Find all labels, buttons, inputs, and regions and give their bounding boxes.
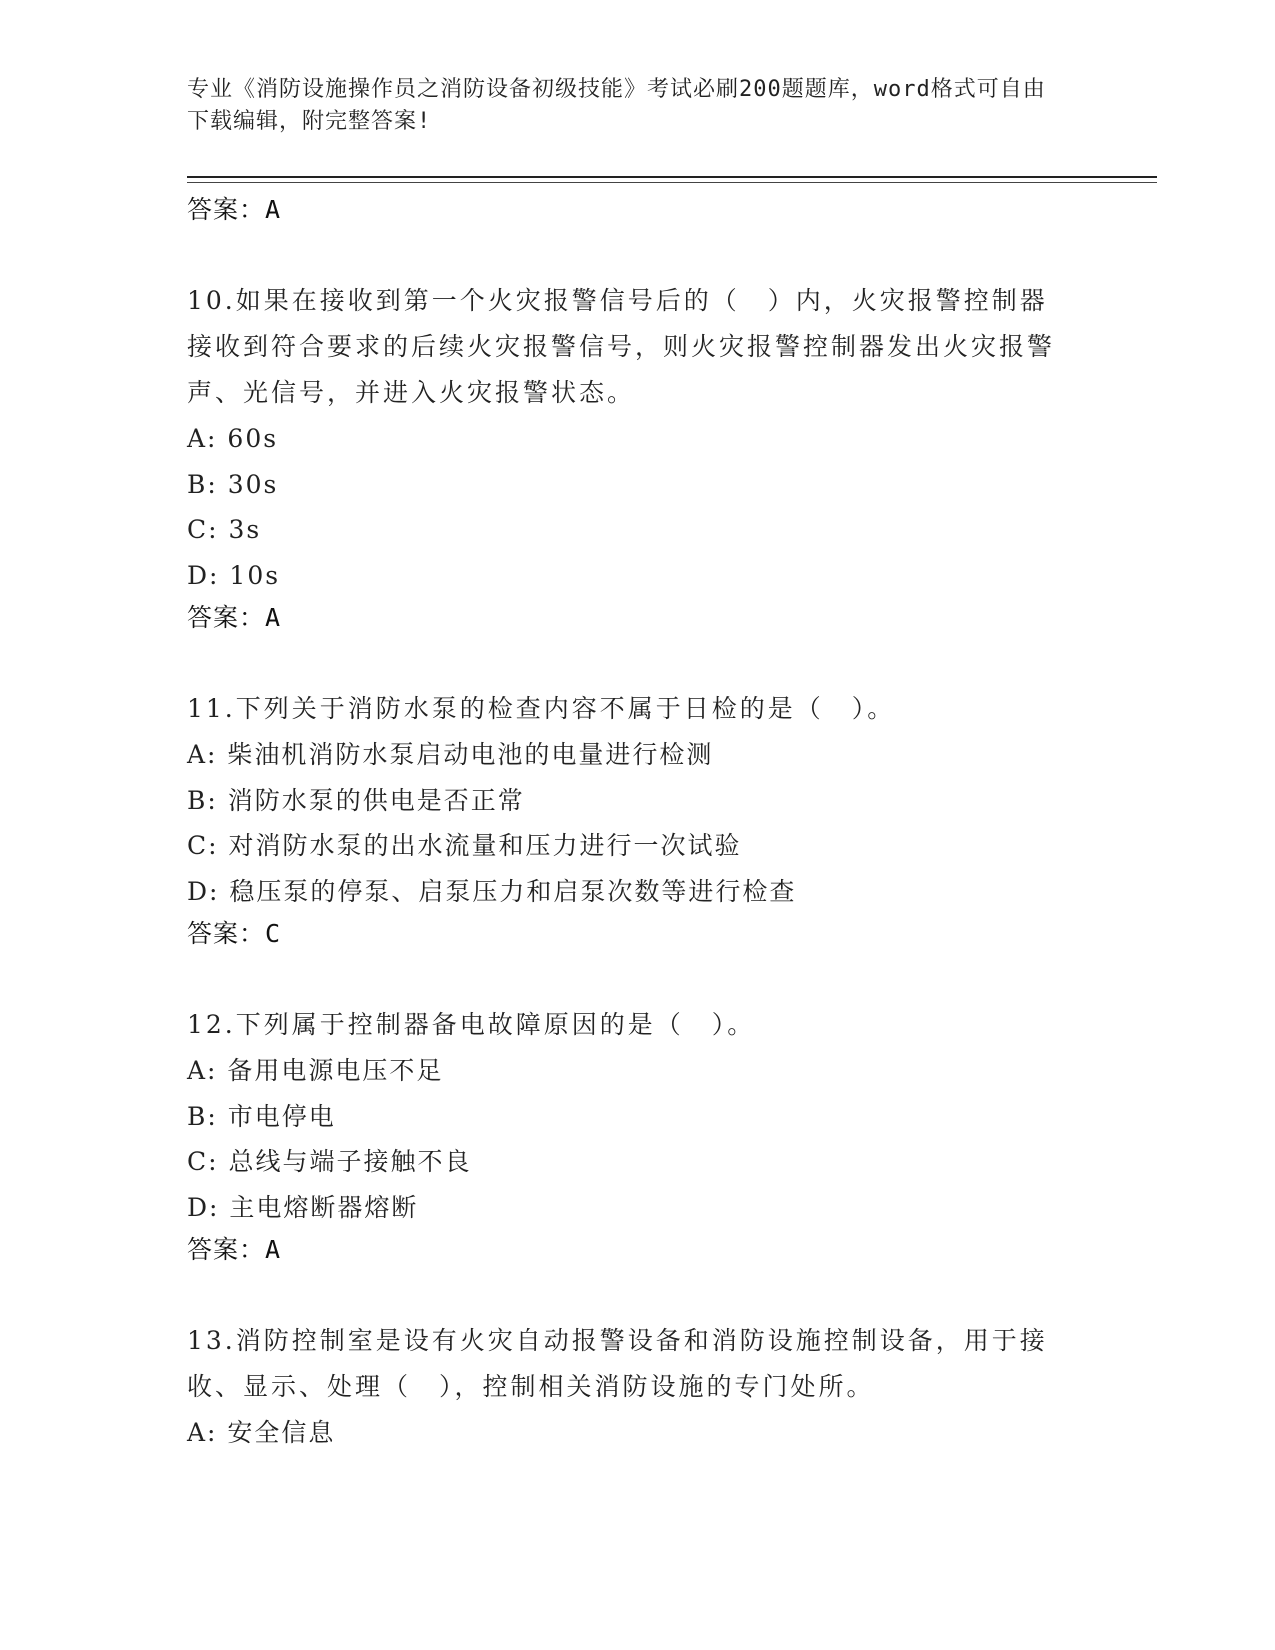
question-answer: 答案：C (187, 919, 282, 948)
question-block (187, 686, 1087, 954)
header-rule-thick (187, 176, 1157, 178)
option-a: A: 60s (187, 424, 279, 453)
question-stem: 10.如果在接收到第一个火灾报警信号后的（ ）内，火灾报警控制器接收到符合要求的后续火灾报警信号，则火灾报警控制器发出火灾报警声、光信号，并进入火灾报警状态。 (187, 286, 1056, 407)
spacer (187, 638, 1087, 686)
header-rule-thin (187, 182, 1157, 183)
spacer (187, 954, 1087, 1002)
spacer (187, 1270, 1087, 1318)
option-a: A: 备用电源电压不足 (187, 1056, 444, 1085)
option-b: B: 30s (187, 469, 279, 499)
page-header: 专业《消防设施操作员之消防设备初级技能》考试必刷200题题库，word格式可自由下载编辑，附完整答案! (187, 77, 1046, 134)
option-a: A: 安全信息 (187, 1418, 336, 1447)
option-d: D: 稳压泵的停泵、启泵压力和启泵次数等进行检查 (187, 876, 797, 906)
option-b: B: 市电停电 (187, 1101, 336, 1131)
previous-answer: 答案：A (187, 195, 282, 224)
document-page (187, 0, 1157, 1650)
option-c: C: 3s (187, 515, 262, 544)
question-stem: 11.下列关于消防水泵的检查内容不属于日检的是（ ）。 (187, 694, 896, 723)
question-block (187, 1002, 1087, 1270)
option-d: D: 主电熔断器熔断 (187, 1192, 419, 1222)
option-c: C: 总线与端子接触不良 (187, 1147, 472, 1176)
question-block (187, 1318, 1087, 1456)
spacer (187, 230, 1087, 278)
option-c: C: 对消防水泵的出水流量和压力进行一次试验 (187, 831, 742, 860)
option-b: B: 消防水泵的供电是否正常 (187, 785, 525, 815)
option-a: A: 柴油机消防水泵启动电池的电量进行检测 (187, 740, 714, 769)
question-stem: 12.下列属于控制器备电故障原因的是（ ）。 (187, 1010, 756, 1039)
question-list (187, 190, 1087, 1456)
question-answer: 答案：A (187, 1235, 282, 1264)
option-d: D: 10s (187, 560, 281, 590)
question-answer: 答案：A (187, 603, 282, 632)
question-stem: 13.消防控制室是设有火灾自动报警设备和消防设施控制设备，用于接收、显示、处理（ ），控制相关消防设施的专门处所。 (187, 1326, 1048, 1401)
question-block (187, 278, 1087, 638)
